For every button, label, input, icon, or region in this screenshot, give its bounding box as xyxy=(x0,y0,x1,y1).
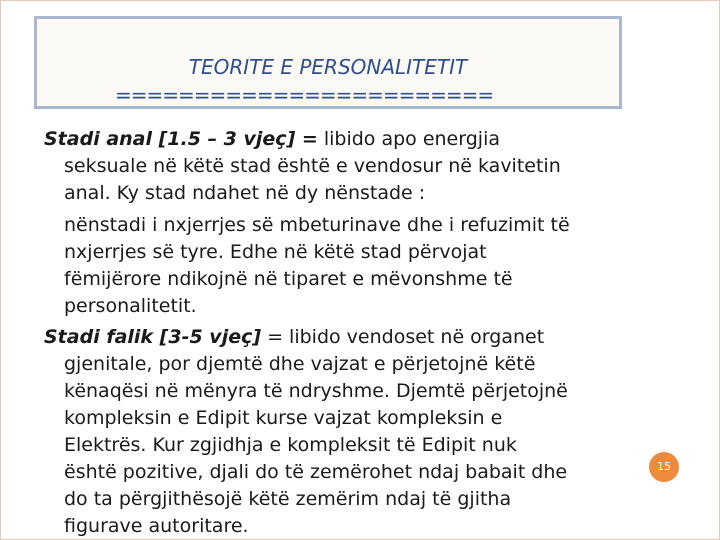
paragraph-falik-line4: kompleksin e Edipit kurse vajzat kompleksin e xyxy=(64,407,503,429)
substage-line1: nënstadi i nxjerrjes së mbeturinave dhe i refuzimit të xyxy=(64,214,570,236)
paragraph-text: libido apo energjia xyxy=(317,128,500,150)
paragraph-falik-line5: Elektrës. Kur zgjidhja e kompleksit të Edipit nuk xyxy=(64,434,517,456)
title-box xyxy=(34,16,622,109)
substage-line2: nxjerrjes së tyre. Edhe në këtë stad përvojat xyxy=(64,241,487,263)
paragraph-anal-line2: seksuale në këtë stad është e vendosur në kavitetin xyxy=(64,155,561,177)
paragraph-falik-line6: është pozitive, djali do të zemërohet ndaj babait dhe xyxy=(64,461,568,483)
paragraph-falik-line7: do ta përgjithësojë këtë zemërim ndaj të gjitha xyxy=(64,488,512,510)
slide-body xyxy=(44,126,663,540)
slide-title: TEORITE E PERSONALITETIT xyxy=(188,55,468,79)
anal-stage-heading: Stadi anal [1.5 – 3 vjeç] = xyxy=(44,128,318,150)
paragraph-falik-line2: gjenitale, por djemtë dhe vajzat e përjetojnë këtë xyxy=(64,353,536,375)
paragraph-anal-line1 xyxy=(44,126,663,153)
paragraph-anal-line3: anal. Ky stad ndahet në dy nënstade : xyxy=(64,182,426,204)
falik-stage-heading: Stadi falik [3-5 vjeç] xyxy=(44,326,262,348)
title-rule: ======================== xyxy=(115,83,494,107)
substage-line4: personalitetit. xyxy=(64,295,197,317)
paragraph-falik-line3: kënaqësi në mënyra të ndryshme. Djemtë përjetojnë xyxy=(64,380,568,402)
paragraph-falik-line8: figurave autoritare. xyxy=(64,515,249,537)
paragraph-text: = libido vendoset në organet xyxy=(261,326,545,348)
page-number-badge: 15 xyxy=(649,452,679,482)
paragraph-falik-line1 xyxy=(44,324,663,351)
substage-line3: fëmijërore ndikojnë në tiparet e mëvonshme të xyxy=(64,268,513,290)
